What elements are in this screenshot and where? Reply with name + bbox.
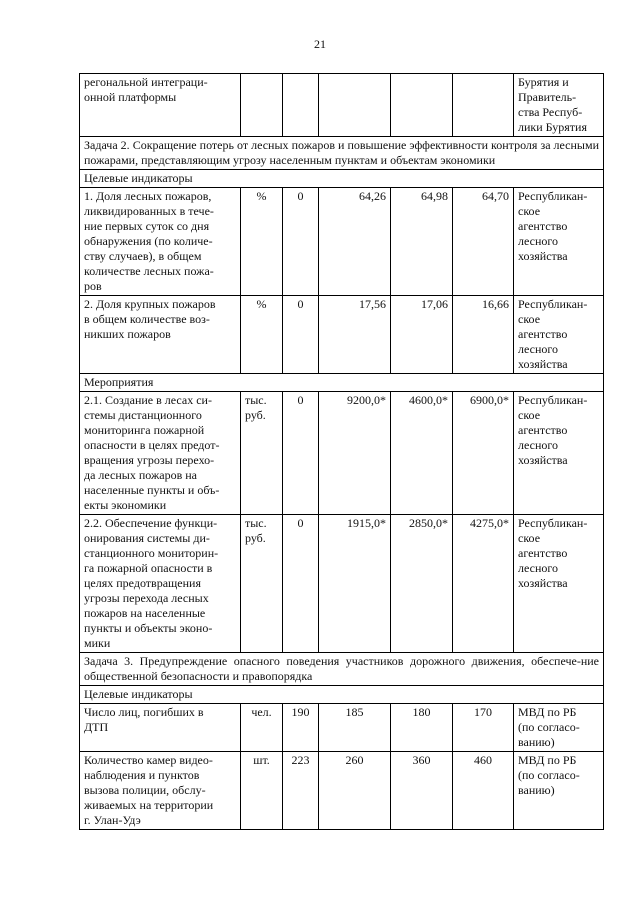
section-row: [80, 170, 604, 188]
target-indicators-heading: Целевые индикаторы: [80, 170, 604, 188]
unit-cell: чел.: [241, 704, 283, 752]
responsible-cell: Республикан- ское агентство лесного хозяйства: [514, 515, 604, 653]
value-cell: 260: [319, 752, 391, 830]
target-indicators-heading: Целевые индикаторы: [80, 686, 604, 704]
value-cell: [391, 74, 453, 137]
value-cell: 4600,0*: [391, 392, 453, 515]
table-row: [80, 188, 604, 296]
value-cell: 16,66: [453, 296, 514, 374]
responsible-cell: Республикан- ское агентство лесного хозяйства: [514, 296, 604, 374]
page-number: 21: [314, 37, 326, 51]
task-3-heading: Задача 3. Предупреждение опасного поведения участников дорожного движения, обеспече-ние общественной безопасности и правопорядка: [80, 653, 604, 686]
value-cell: 17,06: [391, 296, 453, 374]
task-row: [80, 653, 604, 686]
value-cell: 190: [283, 704, 319, 752]
value-cell: 64,26: [319, 188, 391, 296]
section-row: [80, 686, 604, 704]
indicator-name: 2. Доля крупных пожаров в общем количестве воз- никших пожаров: [80, 296, 241, 374]
value-cell: 0: [283, 515, 319, 653]
value-cell: 0: [283, 392, 319, 515]
measure-name: 2.2. Обеспечение функци- онирования системы ди- станционного мониторин- га пожарной опасности в целях предотвращения угрозы перехода лесных пожаров на населенные пункты и объекты эконо- мики: [80, 515, 241, 653]
table-row: [80, 74, 604, 137]
value-cell: 64,70: [453, 188, 514, 296]
responsible-cell: Республикан- ское агентство лесного хозяйства: [514, 392, 604, 515]
responsible-cell: МВД по РБ (по согласо- ванию): [514, 752, 604, 830]
table-row: [80, 752, 604, 830]
value-cell: 185: [319, 704, 391, 752]
value-cell: 180: [391, 704, 453, 752]
value-cell: 2850,0*: [391, 515, 453, 653]
unit-cell: %: [241, 296, 283, 374]
unit-cell: %: [241, 188, 283, 296]
indicator-name: 1. Доля лесных пожаров, ликвидированных в тече- ние первых суток со дня обнаружения (по количе- ству случаев), в общем количестве лесных пожа- ров: [80, 188, 241, 296]
value-cell: 64,98: [391, 188, 453, 296]
value-cell: [319, 74, 391, 137]
table-row: [80, 515, 604, 653]
value-cell: 0: [283, 188, 319, 296]
indicators-table: [79, 73, 604, 830]
responsible-cell: МВД по РБ (по согласо- ванию): [514, 704, 604, 752]
indicator-name: Число лиц, погибших в ДТП: [80, 704, 241, 752]
measure-name: 2.1. Создание в лесах си- стемы дистанционного мониторинга пожарной опасности в целях предот- вращения угрозы перехо- да лесных пожаров на населенные пункты и объ- екты экономики: [80, 392, 241, 515]
indicator-name: Количество камер видео- наблюдения и пунктов вызова полиции, обслу- живаемых на территории г. Улан-Удэ: [80, 752, 241, 830]
value-cell: 9200,0*: [319, 392, 391, 515]
value-cell: 6900,0*: [453, 392, 514, 515]
value-cell: [453, 74, 514, 137]
table-row: [80, 296, 604, 374]
task-row: [80, 137, 604, 170]
measures-heading: Мероприятия: [80, 374, 604, 392]
table-row: [80, 392, 604, 515]
section-row: [80, 374, 604, 392]
value-cell: 1915,0*: [319, 515, 391, 653]
value-cell: 170: [453, 704, 514, 752]
value-cell: 17,56: [319, 296, 391, 374]
value-cell: 360: [391, 752, 453, 830]
task-2-heading: Задача 2. Сокращение потерь от лесных пожаров и повышение эффективности контроля за лесными пожарами, представляющим угрозу населенным пунктам и объектам экономики: [80, 137, 604, 170]
value-cell: 223: [283, 752, 319, 830]
unit-cell: тыс. руб.: [241, 392, 283, 515]
value-cell: [283, 74, 319, 137]
unit-cell: [241, 74, 283, 137]
value-cell: 0: [283, 296, 319, 374]
indicator-name: регональной интеграци- онной платформы: [80, 74, 241, 137]
value-cell: 460: [453, 752, 514, 830]
value-cell: 4275,0*: [453, 515, 514, 653]
unit-cell: шт.: [241, 752, 283, 830]
unit-cell: тыс. руб.: [241, 515, 283, 653]
responsible-cell: Республикан- ское агентство лесного хозяйства: [514, 188, 604, 296]
table-row: [80, 704, 604, 752]
responsible-cell: Бурятия и Правитель- ства Респуб- лики Бурятия: [514, 74, 604, 137]
